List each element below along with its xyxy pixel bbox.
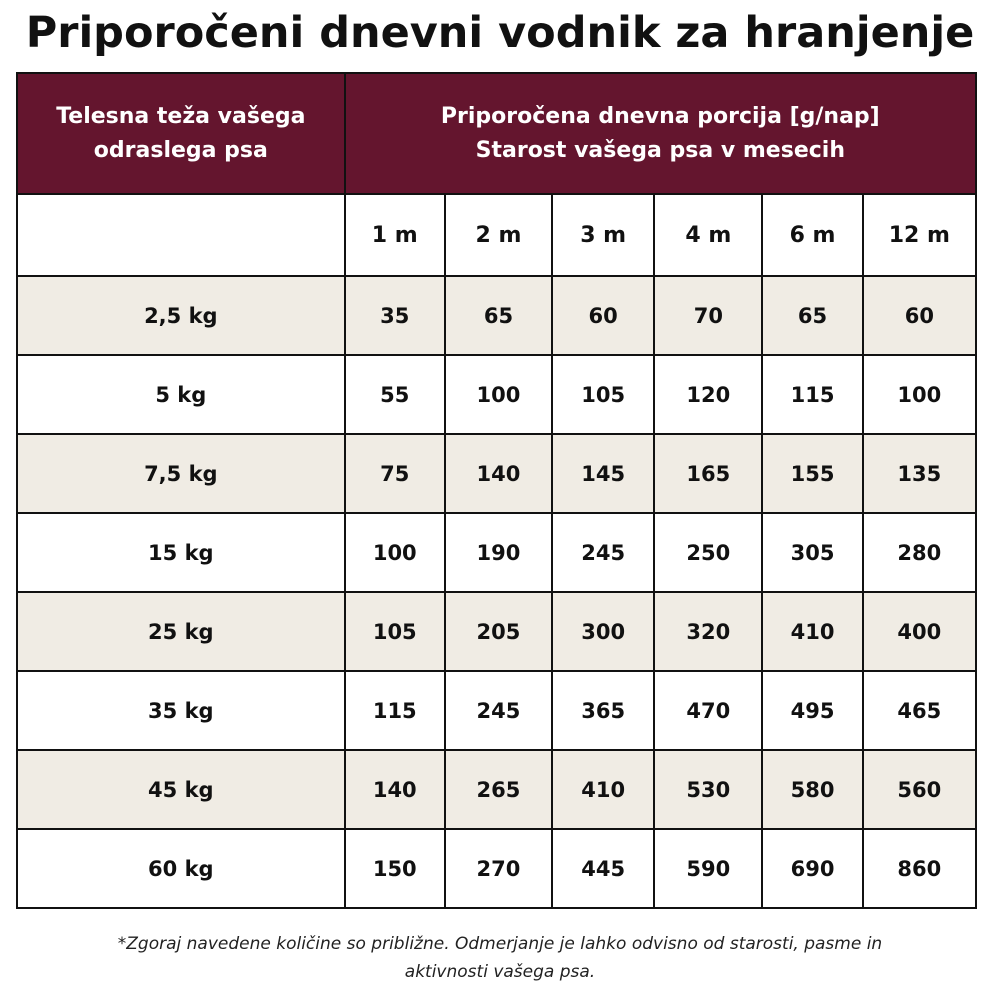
weight-cell: 2,5 kg (17, 276, 345, 355)
portion-cell: 530 (654, 750, 762, 829)
table-row (17, 750, 976, 829)
portion-cell: 465 (863, 671, 976, 750)
portion-header-line-1: Priporočena dnevna porcija [g/nap] (440, 103, 880, 129)
portion-cell: 140 (445, 434, 552, 513)
portion-cell: 135 (863, 434, 976, 513)
portion-cell: 445 (552, 829, 654, 908)
age-cell: 6 m (762, 194, 862, 276)
portion-cell: 150 (345, 829, 445, 908)
table-row (17, 671, 976, 750)
weight-cell: 5 kg (17, 355, 345, 434)
portion-cell: 100 (345, 513, 445, 592)
portion-cell: 70 (654, 276, 762, 355)
age-cell: 2 m (445, 194, 552, 276)
footnote (40, 930, 960, 986)
age-header-row (17, 194, 976, 276)
age-cell: 4 m (654, 194, 762, 276)
portion-cell: 590 (654, 829, 762, 908)
table-body (17, 276, 976, 908)
portion-cell: 265 (445, 750, 552, 829)
portion-cell: 470 (654, 671, 762, 750)
portion-cell: 165 (654, 434, 762, 513)
portion-cell: 245 (552, 513, 654, 592)
footnote-line-2: aktivnosti vašega psa. (404, 962, 596, 982)
table-row (17, 829, 976, 908)
weight-column-header (17, 73, 345, 194)
portion-column-header (345, 73, 976, 194)
portion-cell: 115 (762, 355, 862, 434)
portion-cell: 60 (552, 276, 654, 355)
weight-cell: 25 kg (17, 592, 345, 671)
portion-cell: 65 (762, 276, 862, 355)
portion-cell: 495 (762, 671, 862, 750)
age-cell: 12 m (863, 194, 976, 276)
portion-cell: 280 (863, 513, 976, 592)
portion-cell: 60 (863, 276, 976, 355)
portion-cell: 115 (345, 671, 445, 750)
table-row (17, 592, 976, 671)
portion-cell: 690 (762, 829, 862, 908)
portion-cell: 75 (345, 434, 445, 513)
portion-cell: 35 (345, 276, 445, 355)
portion-cell: 120 (654, 355, 762, 434)
page-title: Priporočeni dnevni vodnik za hranjenje (25, 8, 975, 58)
weight-cell: 45 kg (17, 750, 345, 829)
weight-header-line-1: Telesna teža vašega (56, 103, 306, 129)
footnote-line-1: *Zgoraj navedene količine so približne. Odmerjanje je lahko odvisno od starosti, pasme in (117, 934, 883, 954)
portion-cell: 300 (552, 592, 654, 671)
portion-cell: 145 (552, 434, 654, 513)
portion-cell: 140 (345, 750, 445, 829)
table-row (17, 276, 976, 355)
portion-cell: 55 (345, 355, 445, 434)
age-cell: 3 m (552, 194, 654, 276)
portion-cell: 365 (552, 671, 654, 750)
age-cell: 1 m (345, 194, 445, 276)
weight-cell: 15 kg (17, 513, 345, 592)
portion-cell: 560 (863, 750, 976, 829)
table-row (17, 434, 976, 513)
portion-cell: 65 (445, 276, 552, 355)
portion-cell: 190 (445, 513, 552, 592)
portion-cell: 320 (654, 592, 762, 671)
portion-cell: 100 (863, 355, 976, 434)
portion-cell: 205 (445, 592, 552, 671)
portion-cell: 105 (345, 592, 445, 671)
portion-cell: 410 (762, 592, 862, 671)
portion-cell: 400 (863, 592, 976, 671)
weight-cell: 7,5 kg (17, 434, 345, 513)
portion-cell: 580 (762, 750, 862, 829)
table-row (17, 355, 976, 434)
portion-cell: 410 (552, 750, 654, 829)
portion-cell: 105 (552, 355, 654, 434)
feeding-guide-table (16, 72, 977, 909)
portion-cell: 250 (654, 513, 762, 592)
portion-cell: 155 (762, 434, 862, 513)
table-row (17, 513, 976, 592)
portion-cell: 860 (863, 829, 976, 908)
weight-cell: 60 kg (17, 829, 345, 908)
portion-cell: 100 (445, 355, 552, 434)
portion-cell: 305 (762, 513, 862, 592)
table-header-row (17, 73, 976, 194)
portion-cell: 245 (445, 671, 552, 750)
portion-header-line-2: Starost vašega psa v mesecih (475, 137, 845, 163)
weight-cell: 35 kg (17, 671, 345, 750)
empty-corner-cell (17, 194, 345, 276)
weight-header-line-2: odraslega psa (93, 137, 268, 163)
portion-cell: 270 (445, 829, 552, 908)
